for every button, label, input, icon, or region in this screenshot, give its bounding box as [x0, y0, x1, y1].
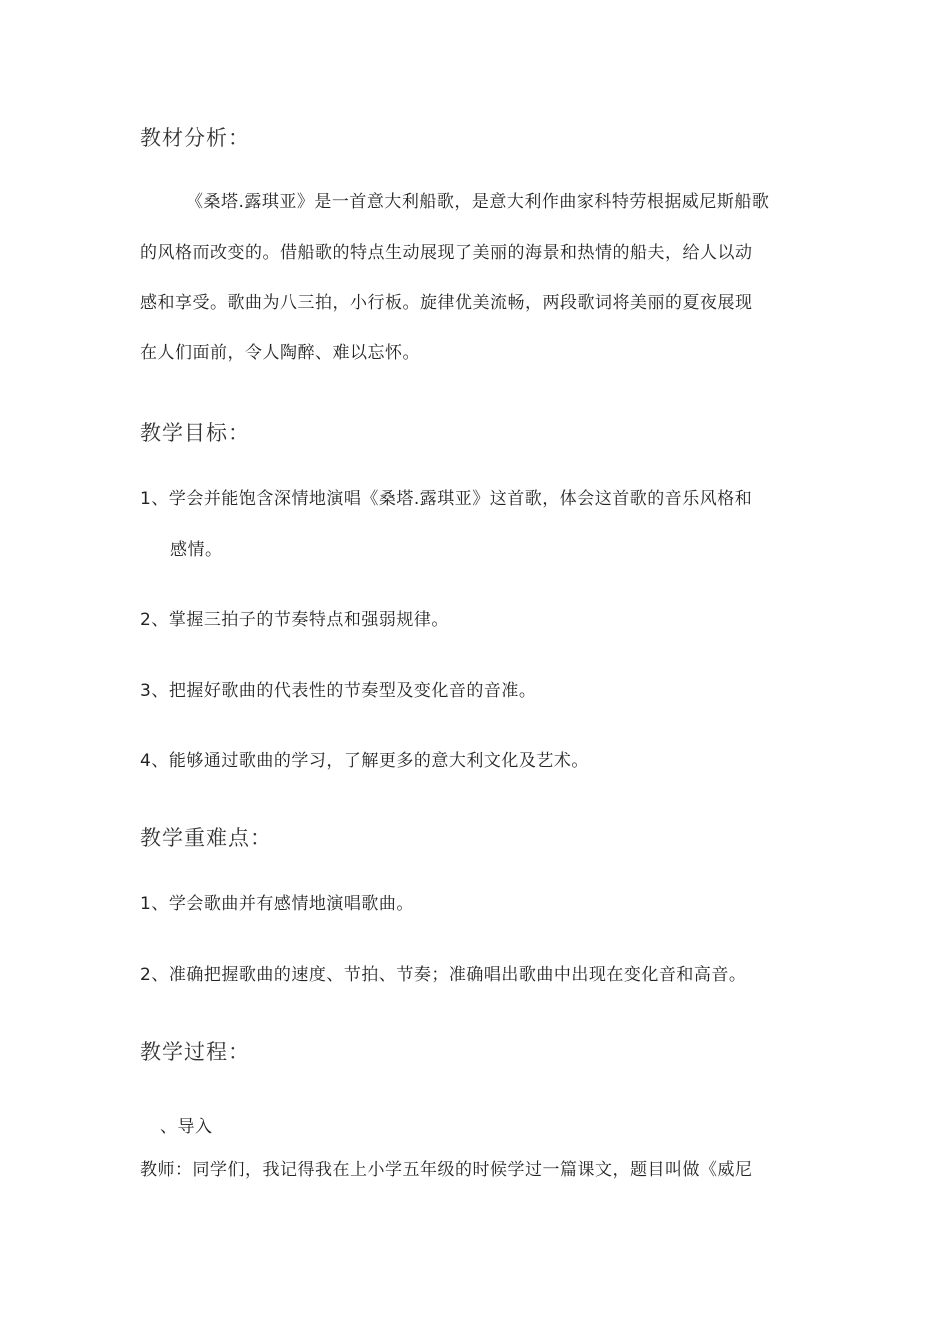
key-point-item-1: 1、学会歌曲并有感情地演唱歌曲。 — [140, 894, 414, 914]
goal-item-1: 1、学会并能饱含深情地演唱《桑塔.露琪亚》这首歌，体会这首歌的音乐风格和 — [140, 489, 753, 509]
analysis-line-2: 的风格而改变的。借船歌的特点生动展现了美丽的海景和热情的船夫，给人以动 — [140, 243, 753, 263]
process-subheading-intro: 、导入 — [160, 1117, 213, 1137]
analysis-line-3: 感和享受。歌曲为八三拍，小行板。旋律优美流畅，两段歌词将美丽的夏夜展现 — [140, 293, 753, 313]
key-point-item-2: 2、准确把握歌曲的速度、节拍、节奏；准确唱出歌曲中出现在变化音和高音。 — [140, 965, 747, 985]
goal-item-1-continued: 感情。 — [170, 540, 223, 560]
analysis-line-1: 《桑塔.露琪亚》是一首意大利船歌，是意大利作曲家科特劳根据威尼斯船歌 — [186, 192, 770, 212]
heading-teaching-goals: 教学目标： — [140, 421, 250, 445]
goal-item-4: 4、能够通过歌曲的学习，了解更多的意大利文化及艺术。 — [140, 751, 589, 771]
goal-item-2: 2、掌握三拍子的节奏特点和强弱规律。 — [140, 610, 449, 630]
heading-textbook-analysis: 教材分析： — [140, 126, 250, 150]
analysis-line-4: 在人们面前，令人陶醉、难以忘怀。 — [140, 343, 420, 363]
goal-item-3: 3、把握好歌曲的代表性的节奏型及变化音的音准。 — [140, 681, 537, 701]
process-line-1: 教师：同学们，我记得我在上小学五年级的时候学过一篇课文，题目叫做《威尼 — [140, 1160, 753, 1180]
heading-key-difficulties: 教学重难点： — [140, 826, 272, 850]
heading-teaching-process: 教学过程： — [140, 1040, 250, 1064]
